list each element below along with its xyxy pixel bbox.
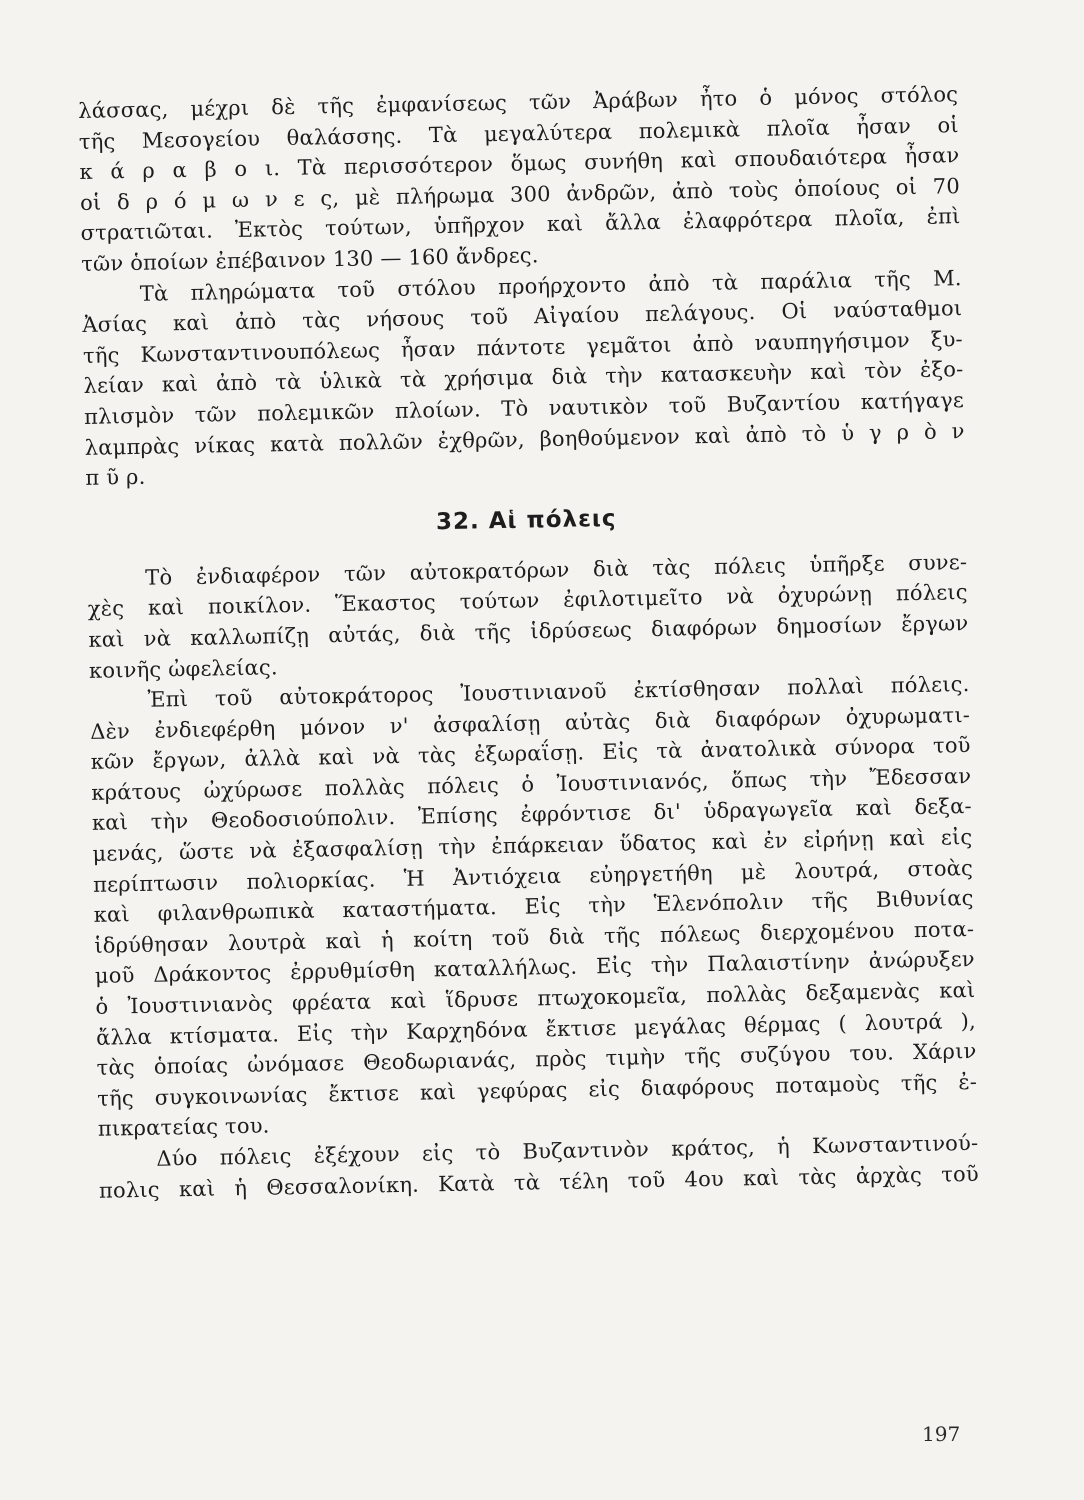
text-line: Ἐπὶ τοῦ αὐτοκράτορος Ἰουστινιανοῦ ἐκτίσθησαν πολλαὶ πόλεις. (147, 672, 970, 712)
page-text (78, 79, 979, 1206)
text-line: κ ά ρ α β ο ι. Τὰ περισσότερον ὅμως συνήθη καὶ σπουδαιότερα ἦσαν (79, 143, 960, 185)
section-heading: 32. Αἱ πόλεις (435, 505, 617, 535)
text-line: καὶ νὰ καλλωπίζῃ αὐτάς, διὰ τῆς ἱδρύσεως διαφόρων δημοσίων ἔργων (88, 610, 969, 652)
text-line: τῆς Κωνσταντινουπόλεως ἦσαν πάντοτε γεμᾶτοι ἀπὸ ναυπηγήσιμον ξυ- (82, 326, 964, 368)
text-line: ἄλλα κτίσματα. Εἰς τὴν Καρχηδόνα ἔκτισε μεγάλας θέρμας ( λουτρά ), (95, 1008, 977, 1050)
text-line: στρατιῶται. Ἐκτὸς τούτων, ὑπῆρχον καὶ ἄλλα ἐλαφρότερα πλοῖα, ἐπὶ (80, 204, 961, 246)
text-line: μενάς, ὥστε νὰ ἐξασφαλίσῃ τὴν ἐπάρκειαν ὕδατος καὶ ἐν εἰρήνῃ καὶ εἰς (92, 825, 973, 866)
text-line: καὶ τὴν Θεοδοσιούπολιν. Ἐπίσης ἐφρόντισε δι' ὑδραγωγεῖα καὶ δεξα- (91, 794, 973, 836)
text-line: τῶν ὁποίων ἐπέβαινον 130 — 160 ἄνδρες. (80, 243, 539, 276)
text-line: πλισμὸν τῶν πολεμικῶν πλοίων. Τὸ ναυτικὸν τοῦ Βυζαντίου κατήγαγε (83, 387, 965, 429)
text-line: τῆς Μεσογείου θαλάσσης. Τὰ μεγαλύτερα πολεμικὰ πλοῖα ἦσαν οἱ (78, 112, 959, 154)
paragraph-fleet-crews (82, 263, 966, 494)
text-line: τῆς συγκοινωνίας ἔκτισε καὶ γεφύρας εἰς διαφόρους ποταμοὺς τῆς ἐ- (97, 1069, 978, 1111)
text-line: λάσσας, μέχρι δὲ τῆς ἐμφανίσεως τῶν Ἀράβων ἦτο ὁ μόνος στόλος (78, 82, 959, 123)
text-line: Ἀσίας καὶ ἀπὸ τὰς νήσους τοῦ Αἰγαίου πελάγους. Οἱ ναύσταθμοι (82, 296, 963, 338)
text-line: καὶ φιλανθρωπικὰ καταστήματα. Εἰς τὴν Ἑλενόπολιν τῆς Βιθυνίας (93, 886, 974, 928)
text-line: πολις καὶ ἡ Θεσσαλονίκη. Κατὰ τὰ τέλη τοῦ 4ου καὶ τὰς ἀρχὰς τοῦ (98, 1161, 980, 1203)
text-line: π ῦ ρ. (85, 464, 146, 491)
text-line: πικρατείας του. (97, 1113, 270, 1142)
text-line: χὲς καὶ ποικίλον. Ἕκαστος τούτων ἐφιλοτιμεῖτο νὰ ὀχυρώνῃ πόλεις (87, 580, 968, 622)
paragraph-navy-ships (78, 79, 961, 279)
text-line: κῶν ἔργων, ἀλλὰ καὶ νὰ τὰς ἐξωραΐσῃ. Εἰς τὰ ἀνατολικὰ σύνορα τοῦ (90, 733, 971, 775)
text-line: ὁ Ἰουστινιανὸς φρέατα καὶ ἵδρυσε πτωχοκομεῖα, πολλὰς δεξαμενὰς καὶ (95, 977, 976, 1019)
text-line: κοινῆς ὠφελείας. (88, 654, 278, 683)
text-line: τὰς ὁποίας ὠνόμασε Θεοδωριανάς, πρὸς τιμὴν τῆς συζύγου του. Χάριν (96, 1039, 977, 1081)
text-line: λείαν καὶ ἀπὸ τὰ ὑλικὰ τὰ χρήσιμα διὰ τὴν κατασκευὴν καὶ τὸν ἐξο- (83, 357, 964, 399)
text-line: Δὲν ἐνδιεφέρθη μόνον ν' ἀσφαλίσῃ αὐτὰς διὰ διαφόρων ὀχυρωματι- (89, 702, 971, 744)
text-line: ἱδρύθησαν λουτρὰ καὶ ἡ κοίτη τοῦ διὰ τῆς πόλεως διερχομένου ποτα- (94, 916, 975, 958)
text-line: περίπτωσιν πολιορκίας. Ἡ Ἀντιόχεια εὐηργετήθη μὲ λουτρά, στοὰς (92, 855, 974, 897)
text-line: Τὸ ἐνδιαφέρον τῶν αὐτοκρατόρων διὰ τὰς πόλεις ὑπῆρξε συνε- (145, 549, 968, 590)
text-line: οἱ δ ρ ό μ ω ν ε ς, μὲ πλήρωμα 300 ἀνδρῶν, ἀπὸ τοὺς ὁποίους οἱ 70 (79, 173, 961, 215)
text-line: κράτους ὠχύρωσε πολλὰς πόλεις ὁ Ἰουστινιανός, ὅπως τὴν Ἔδεσσαν (91, 763, 972, 805)
paragraph-justinian (89, 669, 978, 1145)
text-line: μοῦ Δράκοντος ἐρρυθμίσθη καταλλήλως. Εἰς τὴν Παλαιστίνην ἀνώρυξεν (94, 947, 975, 989)
text-line: Δύο πόλεις ἐξέχουν εἰς τὸ Βυζαντινὸν κράτος, ἡ Κωνσταντινού- (156, 1130, 979, 1171)
paragraph-cities-interest (87, 547, 969, 686)
page-number: 197 (922, 1422, 961, 1446)
text-line: Τὰ πληρώματα τοῦ στόλου προήρχοντο ἀπὸ τὰ παράλια τῆς Μ. (139, 265, 962, 306)
text-line: λαμπρὰς νίκας κατὰ πολλῶν ἐχθρῶν, βοηθούμενον καὶ ἀπὸ τὸ ὑ γ ρ ὸ ν (84, 418, 965, 460)
